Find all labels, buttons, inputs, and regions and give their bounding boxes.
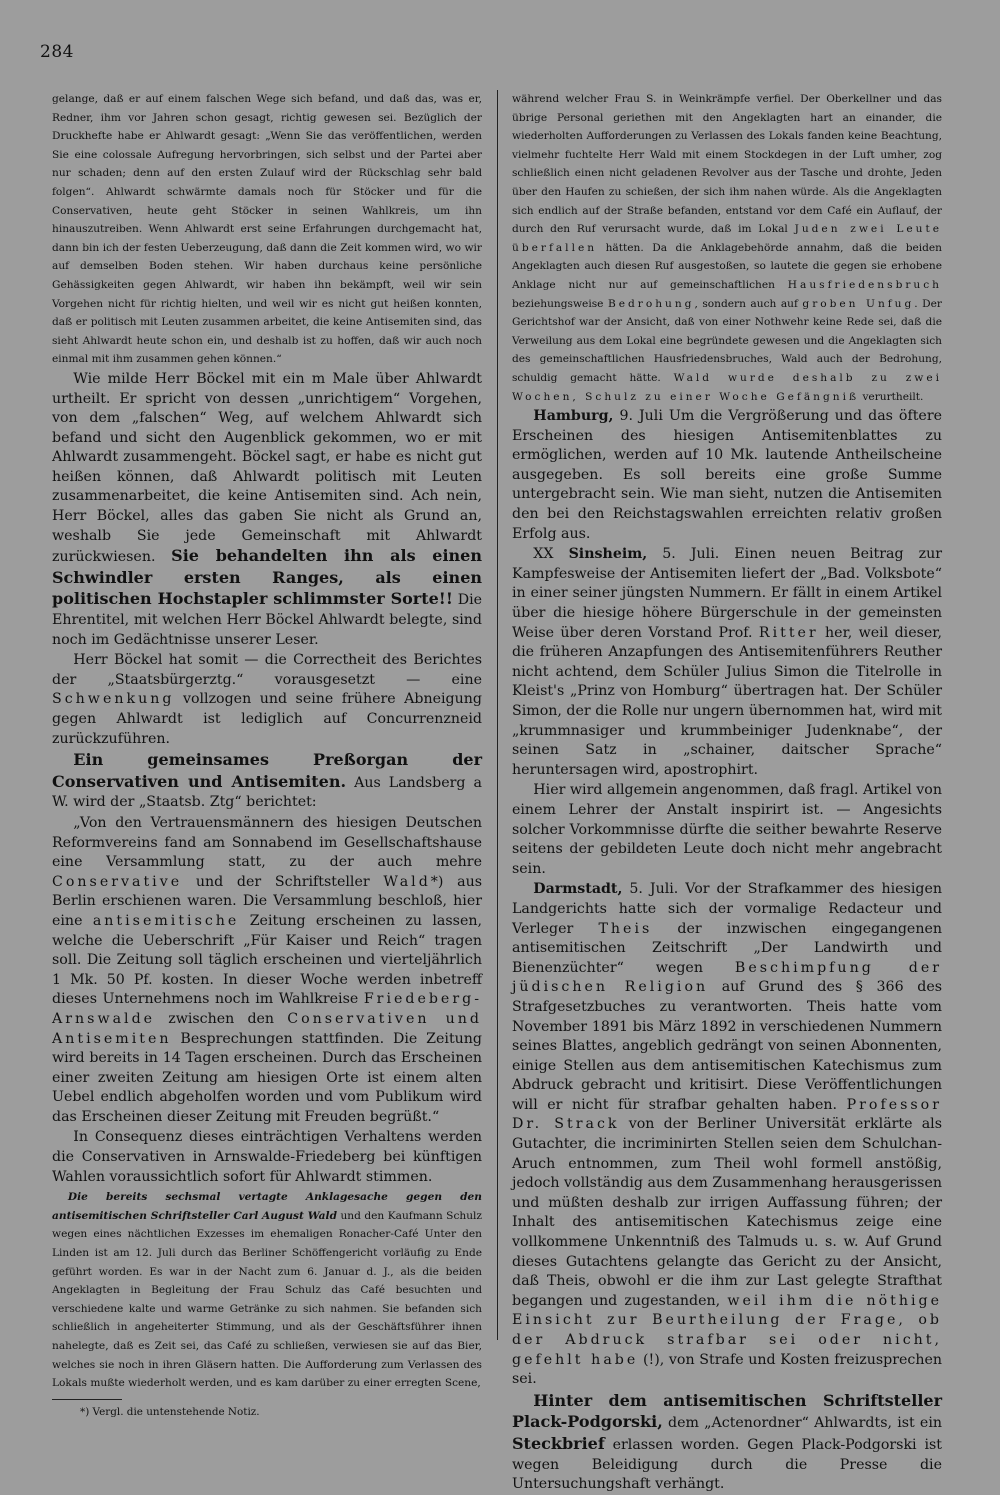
spaced-word: Schwenkung [52,691,175,708]
article-heading: Ein gemeinsames Preßorgan der Conservativen und Antisemiten. [52,750,482,791]
sinsheim-comment: Hier wird allgemein angenommen, daß fragl. Artikel von einem Lehrer der Anstalt inspirirt ist. — Angesichts solcher Vorkommnisse dürfte die seither bewahrte Reserve seitens der gebildeten Leute doch nicht mehr angebracht sein. [512,782,942,877]
conclusion-paragraph: Herr Böckel hat somit — die Correctheit des Berichtes der „Staatsbürgerztg.“ vorausgesetzt — eine Schwenkung vollzogen und seine frühere Abneigung gegen Ahlwardt ist lediglich auf Concurrenzneid zurückzuführen. [52,652,482,747]
plack-podgorski-item: Hinter dem antisemitischen Schriftsteller Plack-Podgorski, dem „Actenordner“ Ahlwardts, ist ein Steckbrief erlassen worden. Gegen Plack-Podgorski ist wegen Beleidigung durch die Presse die Untersuchungshaft verhängt. [512,1390,942,1493]
darmstadt-item: Darmstadt, 5. Juli. Vor der Strafkammer des hiesigen Landgerichts hatte sich der vormalige Redacteur und Verleger Theis der inzwischen eingegangenen antisemitischen Zeitschrift „Der Landwirth und Bienenzüchter“ wegen Beschimpfung der jüdischen Religion auf Grund des § 366 des Strafgesetzbuches zu verantworten. Theis hatte vom November 1891 bis März 1892 in verschiedenen Nummern seines Blattes, angeblich gedrängt von seinen Abonnenten, einige Stellen aus dem antisemitischen Katechismus zum Abdruck gebracht und kritisirt. Diese Veröffentlichungen will er nicht für strafbar gehalten haben. Professor Dr. Strack von der Berliner Universität erklärte als Gutachter, die incriminirten Stellen seien dem Schulchan-Aruch entnommen, zum Theil wohl formell anstößig, jedoch vollständig aus dem Zusammenhang herausgerissen und müßten deshalb zur irrigen Auffassung führen; der Inhalt des antisemitischen Katechismus zeige eine vollkommene Unkenntniß des Talmuds u. s. w. Auf Grund dieses Gutachtens gelangte das Gericht zu der Ansicht, daß Theis, obwohl er die ihm zur Last gelegte Strafthat begangen und zugestanden, weil ihm die nöthige Einsicht zur Beurtheilung der Frage, ob der Abdruck strafbar sei oder nicht, gefehlt habe (!), von Strafe und Kosten freizusprechen sei. [512,881,943,1388]
right-column [512,90,943,1493]
commentary-paragraph: Wie milde Herr Böckel mit ein m Male über Ahlwardt urtheilt. Er spricht von dessen „unrichtigem“ Vorgehen, von dem „falschen“ Weg, auf welchem Ahlwardt sich befand und sicht den Augenblick gekommen, wo er mit Ahlwardt zusammengeht. Böckel sagt, er habe es nicht gut heißen können, daß Ahlwardt politisch mit Leuten zusammenarbeitet, die keine Antisemiten sind. Ach nein, Herr Böckel, alles das gaben Sie nicht als Grund an, weshalb Sie jede Gemeinschaft mit Ahlwardt zurückwiesen. Sie behandelten ihn als einen Schwindler ersten Ranges, als einen politischen Hochstapler schlimmster Sorte!! Die Ehrentitel, mit welchen Herr Böckel Ahlwardt belegte, sind noch im Gedächtnisse unserer Leser. [52,370,483,648]
dateline-sinsheim: Sinsheim, [568,546,648,563]
steckbrief-word: Steckbrief [512,1433,605,1453]
footnote: *) Vergl. die untenstehende Notiz. [80,1405,260,1418]
footnote-rule [52,1399,122,1400]
trial-continuation: während welcher Frau S. in Weinkrämpfe verfiel. Der Oberkellner und das übrige Personal geriethen mit den Angeklagten hart an einander, die wiederholten Aufforderungen zu Verlassen des Lokals fanden keine Beachtung, vielmehr fuchtelte Herr Wald mit einem Stockdegen in der Luft umher, zog schließlich einen nicht geladenen Revolver aus der Tasche und drohte, Jeden über den Haufen zu schießen, der sich ihm nahen würde. Als die Angeklagten sich endlich auf der Straße befanden, entstand vor dem Café ein Auflauf, der durch den Ruf verursacht wurde, daß im Lokal Juden zwei Leute überfallen hätten. Da die Anklagebehörde annahm, daß die beiden Angeklagten auch diesen Ruf ausgestoßen, so lautete die gegen sie erhobene Anklage nicht nur auf gemeinschaftlichen Hausfriedensbruch beziehungsweise Bedrohung, sondern auch auf groben Unfug. Der Gerichtshof war der Ansicht, daß von einer Nothwehr keine Rede sei, daß die Verweilung aus dem Lokal eine begründete gewesen und die Angeklagten sich des gemeinschaftlichen Hausfriedensbruches, Wald auch der Bedrohung, schuldig gemacht hätte. Wald wurde deshalb zu zwei Wochen, Schulz zu einer Woche Gefängniß verurtheilt. [512,93,943,403]
consequence-paragraph: In Consequenz dieses einträchtigen Verhaltens werden die Conservativen in Arnswalde-Friedeberg bei künftigen Wahlen voraussichtlich sofort für Ahlwardt stimmen. [52,1129,482,1185]
bold-emphasis: Sie behandelten ihn als einen Schwindler ersten Ranges, als einen politischen Hochstapler schlimmster Sorte!! [52,546,482,609]
dateline-hamburg: Hamburg, [533,408,614,425]
plack-heading: Hinter dem antisemitischen Schriftsteller Plack-Podgorski, [512,1390,942,1432]
hamburg-item: Hamburg, 9. Juli Um die Vergrößerung und das öftere Erscheinen des hiesigen Antisemitenblattes zu ermöglichen, werden auf 10 Mk. lautende Antheilscheine ausgegeben. Es soll bereits eine große Summe untergebracht sein. Wie man sieht, nutzen die Antisemiten den bei den Reichstagswahlen erreichten relativ großen Erfolg aus. [512,408,942,542]
quote-continuation: gelange, daß er auf einem falschen Wege sich befand, und daß das, was er, Redner, ihm vor Jahren schon gesagt, richtig gewesen sei. Bezüglich der Druckhefte habe er Ahlwardt gesagt: „Wenn Sie das veröffentlichen, werden Sie eine colossale Aufregung hervorbringen, sich selbst und der Partei aber nur schaden; denn auf den ersten Zulauf wird der Rückschlag sehr bald folgen“. Ahlwardt schwärmte damals noch für Stöcker und für die Conservativen, heute geht Stöcker in seinen Wahlkreis, um ihn hinauszutreiben. Wenn Ahlwardt erst seine Erfahrungen durchgemacht hat, dann bin ich der festen Ueberzeugung, daß dann die Zeit kommen wird, wo wir auf demselben Boden stehen. Wir haben durchaus keine persönliche Gehässigkeiten gegen Ahlwardt, wir haben ihn bekämpft, weil wir sein Vorgehen nicht für richtig hielten, und weil wir es nicht gut heißen konnten, daß er politisch mit Leuten zusammen arbeitet, die keine Antisemiten sind, das sieht Ahlwardt heute schon ein, und deshalb ist zu hoffen, daß wir auch noch einmal mit ihm zusammen gehen können.“ [52,93,482,366]
article-heading-paragraph: Ein gemeinsames Preßorgan der Conservativen und Antisemiten. Aus Landsberg a W. wird der „Staatsb. Ztg“ berichtet: [52,750,482,811]
left-column [52,90,483,1418]
wald-trial-report: Die bereits sechsmal vertagte Anklagesache gegen den antisemitischen Schriftsteller Carl August Wald und den Kaufmann Schulz wegen eines nächtlichen Exzesses im ehemaligen Ronacher-Café Unter den Linden ist am 12. Juli durch das Berliner Schöffengericht vorläufig zu Ende geführt worden. Es war in der Nacht zum 6. Januar d. J., als die beiden Angeklagten in Begleitung der Frau Schulz das Café besuchten und verschiedene kalte und warme Getränke zu sich nahmen. Sie befanden sich schließlich in angeheiterter Stimmung, und als der Geschäftsführer ihnen nahelegte, daß es Zeit sei, das Café zu schließen, verwiesen sie auf das Bier, welches sie noch in ihren Gläsern hatten. Die Aufforderung zum Verlassen des Lokals mußte wiederholt werden, und es kam darüber zu einer erregten Scene, [52,1191,482,1390]
column-divider [497,90,498,1340]
trial-heading: Die bereits sechsmal vertagte Anklagesache gegen den antisemitischen Schriftsteller Carl August Wald [52,1191,482,1222]
sinsheim-item: XX Sinsheim, 5. Juli. Einen neuen Beitrag zur Kampfesweise der Antisemiten liefert der „Bad. Volksbote“ in einer seiner jüngsten Nummern. Er fällt in einem Artikel über die hiesige höhere Bürgerschule in der gemeinsten Weise über deren Vorstand Prof. Ritter her, weil dieser, die früheren Anzapfungen des Antisemitenführers Reuther nicht achtend, dem Schüler Julius Simon die Titelrolle in Kleist's „Prinz von Homburg“ übertragen hat. Der Schüler Simon, der die Rolle nur ungern übernommen hat, wird mit „krummnasiger und krummbeiniger Judenknabe“, der seinen Satz in „schainer, daitscher Sprache“ heruntersagen wird, apostrophirt. [512,546,943,778]
page-number: 284 [40,42,74,62]
dateline-darmstadt: Darmstadt, [533,881,623,898]
landsberg-report: „Von den Vertrauensmännern des hiesigen Deutschen Reformvereins fand am Sonnabend im Gesellschaftshause eine Versammlung statt, zu der auch mehre Conservative und der Schriftsteller Wald*) aus Berlin erschienen waren. Die Versammlung beschloß, hier eine antisemitische Zeitung erscheinen zu lassen, welche die Ueberschrift „Für Kaiser und Reich“ tragen soll. Die Zeitung soll täglich erscheinen und vierteljährlich 1 Mk. 50 Pf. kosten. In dieser Woche werden inbetreff dieses Unternehmens noch im Wahlkreise Friedeberg-Arnswalde zwischen den Conservativen und Antisemiten Besprechungen stattfinden. Die Zeitung wird bereits in 14 Tagen erscheinen. Durch das Erscheinen einer zweiten Zeitung am hiesigen Orte ist einem alten Uebel endlich abgeholfen worden und vom Publikum wird das Erscheinen dieser Zeitung mit Freuden begrüßt.“ [52,814,483,1125]
